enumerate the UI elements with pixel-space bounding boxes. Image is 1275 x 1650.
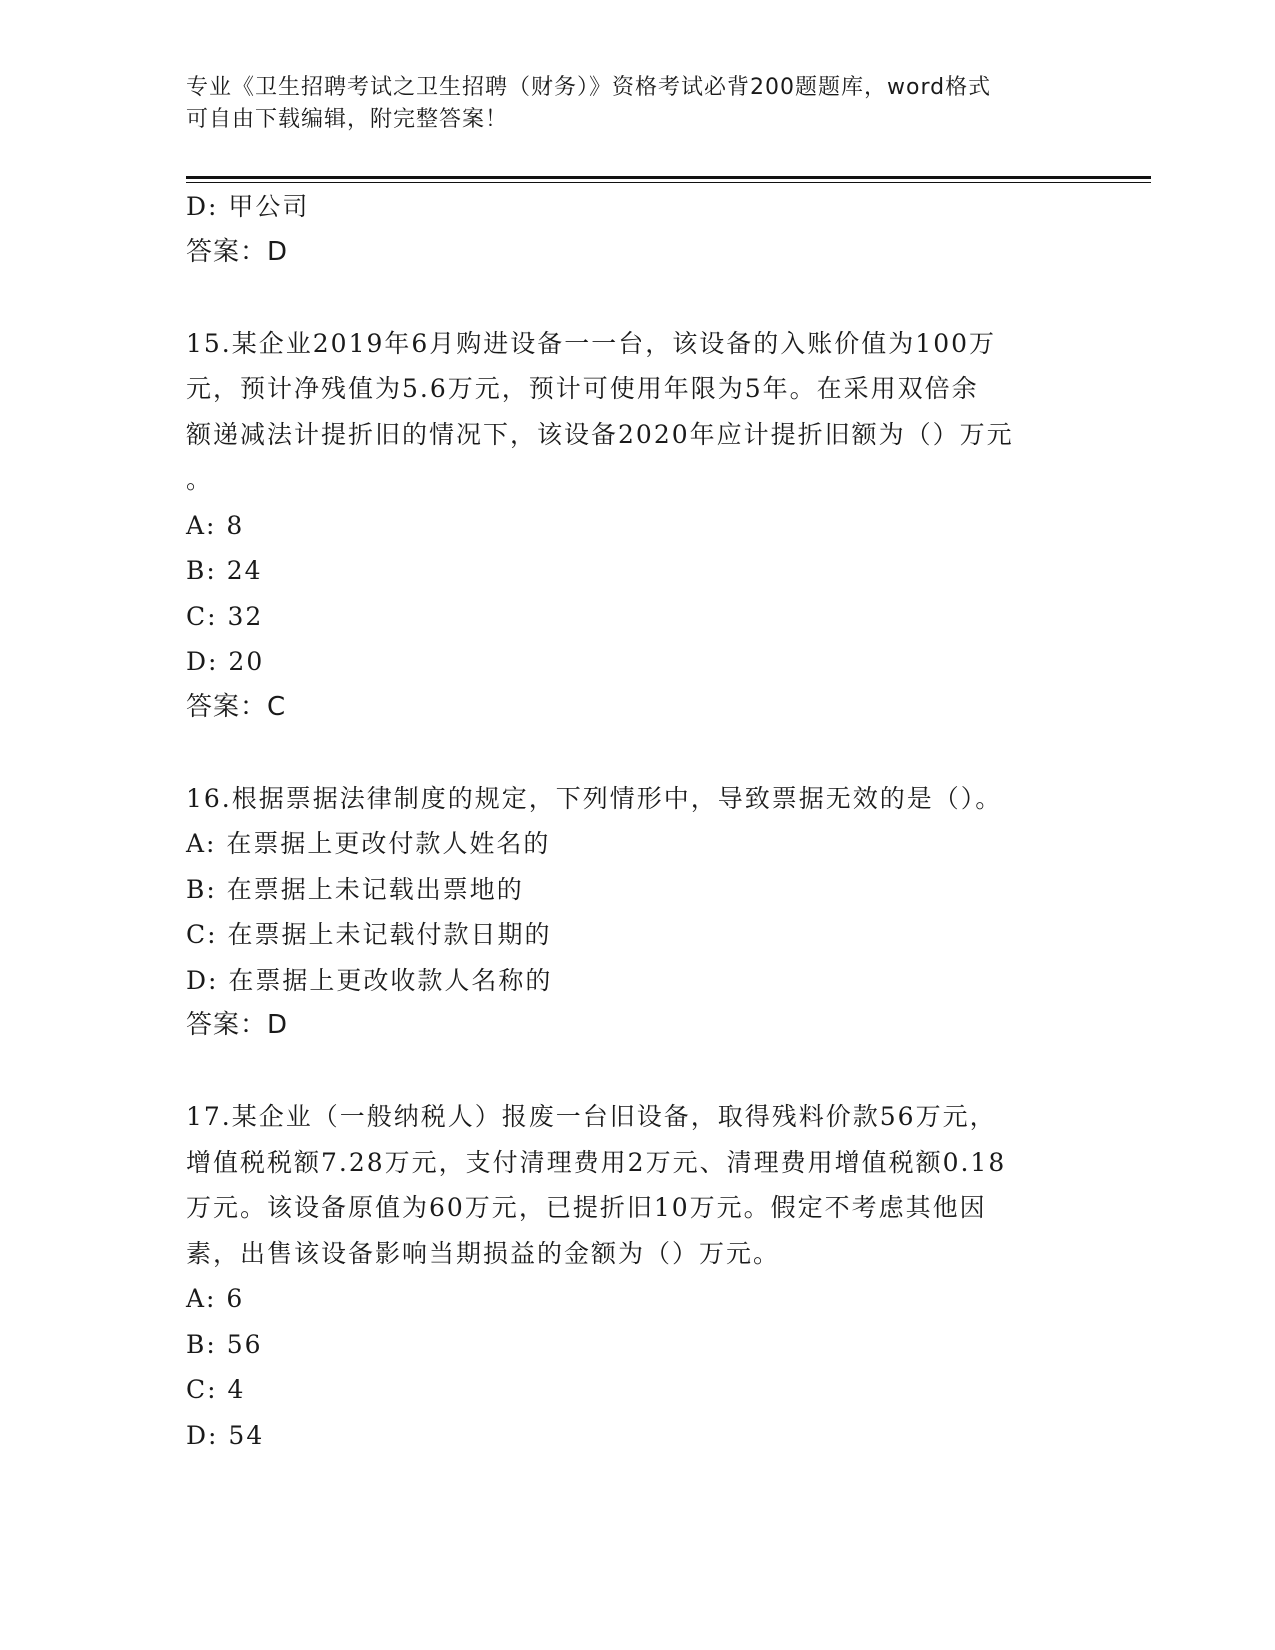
question-15 bbox=[186, 321, 1086, 731]
question-16-option-a: A: 在票据上更改付款人姓名的 bbox=[186, 829, 551, 858]
question-17-option-d: D: 54 bbox=[186, 1420, 265, 1450]
question-17-option-b: B: 56 bbox=[186, 1329, 263, 1359]
question-15-option-b: B: 24 bbox=[186, 556, 263, 585]
question-17-stem-line: 万元。该设备原值为60万元，已提折旧10万元。假定不考虑其他因 bbox=[186, 1193, 987, 1222]
question-17-stem-line: 17.某企业（一般纳税人）报废一台旧设备，取得残料价款56万元， bbox=[186, 1102, 997, 1131]
page-header bbox=[186, 72, 1076, 136]
question-16-option-b: B: 在票据上未记载出票地的 bbox=[186, 874, 524, 904]
question-17-option-a: A: 6 bbox=[186, 1284, 245, 1313]
spacer bbox=[186, 1049, 1086, 1095]
question-15-answer: 答案：C bbox=[186, 691, 287, 722]
question-15-stem-line: 。 bbox=[186, 465, 214, 494]
question-15-option-c: C: 32 bbox=[186, 601, 264, 631]
question-15-option-d: D: 20 bbox=[186, 647, 265, 676]
header-title-line-2: 可自由下载编辑，附完整答案！ bbox=[186, 107, 509, 132]
question-17-stem-line: 增值税税额7.28万元，支付清理费用2万元、清理费用增值税额0.18 bbox=[186, 1147, 1007, 1177]
header-rule-thin bbox=[186, 182, 1151, 183]
spacer bbox=[186, 275, 1086, 321]
question-15-stem-line: 15.某企业2019年6月购进设备一一台，该设备的入账价值为100万 bbox=[186, 328, 997, 358]
question-17-stem-line: 素，出售该设备影响当期损益的金额为（）万元。 bbox=[186, 1238, 781, 1268]
question-16-option-c: C: 在票据上未记载付款日期的 bbox=[186, 920, 552, 949]
question-16-stem-line: 16.根据票据法律制度的规定，下列情形中，导致票据无效的是（）。 bbox=[186, 783, 1003, 813]
question-17 bbox=[186, 1094, 1086, 1458]
question-15-stem-line: 元，预计净残值为5.6万元，预计可使用年限为5年。在采用双倍余 bbox=[186, 374, 979, 403]
question-16-option-d: D: 在票据上更改收款人名称的 bbox=[186, 965, 553, 995]
header-title-line-1: 专业《卫生招聘考试之卫生招聘（财务）》资格考试必背200题题库，word格式 bbox=[186, 75, 992, 100]
prev-question-option-d: D: 甲公司 bbox=[186, 192, 310, 221]
question-15-stem-line: 额递减法计提折旧的情况下，该设备2020年应计提折旧额为（）万元 bbox=[186, 419, 1014, 449]
question-16-answer: 答案：D bbox=[186, 1010, 289, 1040]
header-rule-thick bbox=[186, 176, 1151, 179]
prev-question-answer: 答案：D bbox=[186, 236, 289, 267]
question-16 bbox=[186, 776, 1086, 1049]
spacer bbox=[186, 730, 1086, 776]
question-15-option-a: A: 8 bbox=[186, 510, 245, 540]
question-content bbox=[186, 184, 1086, 1458]
question-17-option-c: C: 4 bbox=[186, 1375, 246, 1404]
